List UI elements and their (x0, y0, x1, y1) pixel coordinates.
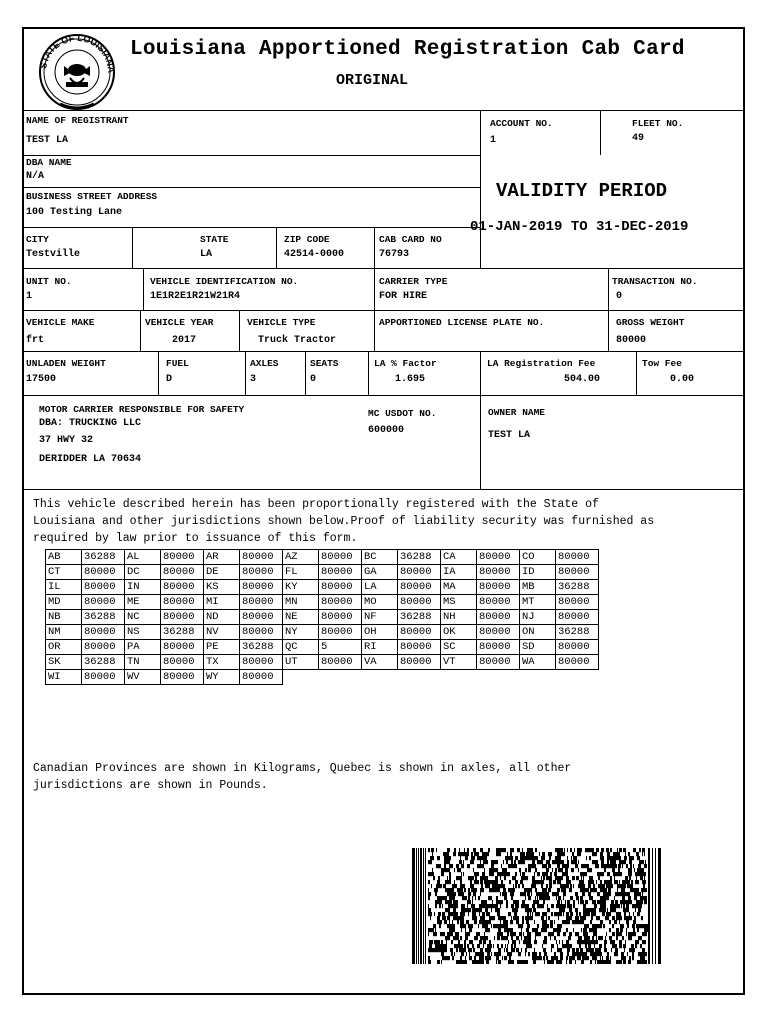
jurisdiction-code: ND (204, 610, 240, 625)
jurisdiction-weight: 80000 (319, 625, 362, 640)
la-factor-label: LA % Factor (374, 358, 437, 369)
jurisdiction-code: RI (362, 640, 398, 655)
jurisdiction-row (46, 610, 599, 625)
fleet-number-value: 49 (632, 133, 645, 144)
jurisdiction-weight: 80000 (319, 610, 362, 625)
owner-name-label: OWNER NAME (488, 407, 546, 418)
jurisdiction-code: FL (283, 565, 319, 580)
jurisdiction-weight: 80000 (240, 565, 283, 580)
jurisdiction-code: NC (125, 610, 161, 625)
jurisdiction-code: MI (204, 595, 240, 610)
jurisdiction-code: AB (46, 550, 82, 565)
pdf417-barcode (412, 848, 662, 964)
carrier-type-value: FOR HIRE (379, 291, 428, 302)
jurisdiction-weight: 80000 (477, 565, 520, 580)
validity-period-label: VALIDITY PERIOD (496, 180, 668, 202)
jurisdiction-code: CA (441, 550, 477, 565)
jurisdiction-row (46, 625, 599, 640)
jurisdiction-row (46, 670, 599, 685)
jurisdiction-weight: 80000 (161, 565, 204, 580)
card-copy-label: ORIGINAL (336, 72, 409, 89)
jurisdiction-weight: 80000 (556, 550, 599, 565)
street-address-value: 100 Testing Lane (26, 207, 123, 218)
carrier-type-label: CARRIER TYPE (379, 276, 448, 287)
jurisdiction-code: OH (362, 625, 398, 640)
account-number-value: 1 (490, 135, 497, 146)
axles-value: 3 (250, 374, 257, 385)
jurisdiction-weight: 36288 (240, 640, 283, 655)
jurisdiction-code: DC (125, 565, 161, 580)
jurisdiction-weight: 36288 (82, 655, 125, 670)
jurisdiction-code: WA (520, 655, 556, 670)
jurisdiction-code: NM (46, 625, 82, 640)
jurisdiction-weight: 5 (319, 640, 362, 655)
vehicle-type-label: VEHICLE TYPE (247, 317, 316, 328)
fleet-number-label: FLEET NO. (632, 118, 684, 129)
seats-label: SEATS (310, 358, 339, 369)
jurisdiction-weight: 80000 (477, 580, 520, 595)
jurisdiction-code: VT (441, 655, 477, 670)
jurisdiction-code: OR (46, 640, 82, 655)
jurisdiction-weight: 80000 (398, 580, 441, 595)
jurisdiction-weight: 80000 (240, 580, 283, 595)
account-number-label: ACCOUNT NO. (490, 118, 553, 129)
jurisdiction-code: TX (204, 655, 240, 670)
jurisdiction-weight: 80000 (161, 655, 204, 670)
jurisdiction-weight: 36288 (398, 610, 441, 625)
jurisdiction-code: GA (362, 565, 398, 580)
jurisdiction-code: AR (204, 550, 240, 565)
jurisdiction-row (46, 655, 599, 670)
jurisdiction-weight: 80000 (556, 610, 599, 625)
city-label: CITY (26, 234, 49, 245)
footer-note-line2: jurisdictions are shown in Pounds. (33, 779, 268, 792)
jurisdiction-code: PA (125, 640, 161, 655)
jurisdiction-weight: 80000 (82, 640, 125, 655)
jurisdiction-weight: 80000 (82, 565, 125, 580)
unladen-weight-label: UNLADEN WEIGHT (26, 358, 106, 369)
jurisdiction-code: NJ (520, 610, 556, 625)
jurisdiction-weight: 36288 (161, 625, 204, 640)
jurisdiction-row (46, 595, 599, 610)
jurisdiction-row (46, 640, 599, 655)
jurisdiction-code: MO (362, 595, 398, 610)
jurisdiction-weight: 80000 (161, 550, 204, 565)
state-seal-icon (30, 32, 124, 112)
jurisdiction-code: CT (46, 565, 82, 580)
jurisdiction-code: MD (46, 595, 82, 610)
state-value: LA (200, 249, 213, 260)
jurisdiction-code: IN (125, 580, 161, 595)
fuel-value: D (166, 374, 173, 385)
city-value: Testville (26, 249, 81, 260)
jurisdiction-weight: 80000 (161, 580, 204, 595)
jurisdiction-weight: 80000 (556, 655, 599, 670)
motor-carrier-line2: 37 HWY 32 (39, 435, 94, 446)
jurisdiction-code: ME (125, 595, 161, 610)
seats-value: 0 (310, 374, 317, 385)
jurisdiction-weight: 80000 (398, 625, 441, 640)
jurisdiction-code: KY (283, 580, 319, 595)
dba-name-label: DBA NAME (26, 157, 72, 168)
motor-carrier-label: MOTOR CARRIER RESPONSIBLE FOR SAFETY (39, 404, 245, 415)
jurisdiction-weight: 36288 (82, 610, 125, 625)
jurisdiction-code: AZ (283, 550, 319, 565)
transaction-number-value: 0 (616, 291, 623, 302)
jurisdiction-code: UT (283, 655, 319, 670)
jurisdiction-weight: 80000 (240, 655, 283, 670)
jurisdiction-weight-table (45, 549, 599, 685)
jurisdiction-code: MS (441, 595, 477, 610)
jurisdiction-row (46, 550, 599, 565)
jurisdiction-code: ON (520, 625, 556, 640)
jurisdiction-code: NB (46, 610, 82, 625)
jurisdiction-weight: 80000 (240, 610, 283, 625)
jurisdiction-weight: 80000 (477, 550, 520, 565)
usdot-value: 600000 (368, 425, 405, 436)
usdot-label: MC USDOT NO. (368, 408, 437, 419)
jurisdiction-weight: 80000 (161, 610, 204, 625)
jurisdiction-weight: 36288 (398, 550, 441, 565)
jurisdiction-weight: 80000 (240, 550, 283, 565)
jurisdiction-weight: 80000 (82, 625, 125, 640)
jurisdiction-code: NH (441, 610, 477, 625)
jurisdiction-weight: 80000 (556, 565, 599, 580)
registration-fee-value: 504.00 (564, 374, 601, 385)
transaction-number-label: TRANSACTION NO. (612, 276, 698, 287)
jurisdiction-weight: 80000 (477, 640, 520, 655)
statement-line1: This vehicle described herein has been proportionally registered with the State of (33, 498, 599, 511)
jurisdiction-weight: 80000 (161, 595, 204, 610)
jurisdiction-weight: 80000 (319, 580, 362, 595)
vehicle-make-value: frt (26, 335, 45, 346)
jurisdiction-weight: 36288 (556, 580, 599, 595)
jurisdiction-weight: 80000 (161, 670, 204, 685)
tow-fee-value: 0.00 (670, 374, 695, 385)
svg-text:STATE OF LOUISIANA: STATE OF LOUISIANA (38, 32, 117, 74)
jurisdiction-code: NV (204, 625, 240, 640)
axles-label: AXLES (250, 358, 279, 369)
jurisdiction-code: TN (125, 655, 161, 670)
motor-carrier-line1: DBA: TRUCKING LLC (39, 418, 142, 429)
unit-number-label: UNIT NO. (26, 276, 72, 287)
vin-label: VEHICLE IDENTIFICATION NO. (150, 276, 299, 287)
jurisdiction-weight: 80000 (398, 640, 441, 655)
jurisdiction-weight: 80000 (240, 670, 283, 685)
jurisdiction-code: CO (520, 550, 556, 565)
zip-code-label: ZIP CODE (284, 234, 330, 245)
vehicle-year-value: 2017 (172, 335, 197, 346)
jurisdiction-weight: 80000 (319, 595, 362, 610)
statement-line3: required by law prior to issuance of this form. (33, 532, 358, 545)
jurisdiction-weight: 80000 (477, 655, 520, 670)
jurisdiction-code: SD (520, 640, 556, 655)
la-factor-value: 1.695 (395, 374, 426, 385)
jurisdiction-weight: 80000 (556, 595, 599, 610)
jurisdiction-code: AL (125, 550, 161, 565)
street-address-label: BUSINESS STREET ADDRESS (26, 191, 158, 202)
jurisdiction-weight: 80000 (240, 595, 283, 610)
validity-period-range: 01-JAN-2019 TO 31-DEC-2019 (470, 219, 689, 235)
motor-carrier-line3: DERIDDER LA 70634 (39, 454, 142, 465)
zip-code-value: 42514-0000 (284, 249, 345, 260)
jurisdiction-code: MT (520, 595, 556, 610)
jurisdiction-weight: 80000 (556, 640, 599, 655)
jurisdiction-weight: 80000 (161, 640, 204, 655)
license-plate-label: APPORTIONED LICENSE PLATE NO. (379, 317, 545, 328)
jurisdiction-code: VA (362, 655, 398, 670)
jurisdiction-weight: 80000 (319, 550, 362, 565)
state-label: STATE (200, 234, 229, 245)
jurisdiction-code: WY (204, 670, 240, 685)
jurisdiction-code: SC (441, 640, 477, 655)
jurisdiction-weight: 80000 (477, 595, 520, 610)
registrant-name-value: TEST LA (26, 135, 69, 146)
footer-note-line1: Canadian Provinces are shown in Kilograms, Quebec is shown in axles, all other (33, 762, 572, 775)
cab-card-number-label: CAB CARD NO (379, 234, 442, 245)
jurisdiction-code: NF (362, 610, 398, 625)
jurisdiction-code: ID (520, 565, 556, 580)
gross-weight-value: 80000 (616, 335, 647, 346)
jurisdiction-code: KS (204, 580, 240, 595)
jurisdiction-weight: 36288 (556, 625, 599, 640)
jurisdiction-row (46, 565, 599, 580)
jurisdiction-code: MB (520, 580, 556, 595)
jurisdiction-code: LA (362, 580, 398, 595)
jurisdiction-weight: 80000 (477, 610, 520, 625)
jurisdiction-weight: 80000 (82, 670, 125, 685)
jurisdiction-weight: 80000 (240, 625, 283, 640)
jurisdiction-code: DE (204, 565, 240, 580)
jurisdiction-code: PE (204, 640, 240, 655)
jurisdiction-weight: 80000 (82, 580, 125, 595)
jurisdiction-code: WV (125, 670, 161, 685)
jurisdiction-row (46, 580, 599, 595)
dba-name-value: N/A (26, 171, 45, 182)
statement-line2: Louisiana and other jurisdictions shown below.Proof of liability security was furnished as (33, 515, 655, 528)
jurisdiction-weight: 80000 (477, 625, 520, 640)
jurisdiction-code: IA (441, 565, 477, 580)
jurisdiction-weight: 80000 (82, 595, 125, 610)
fuel-label: FUEL (166, 358, 189, 369)
jurisdiction-code: OK (441, 625, 477, 640)
jurisdiction-code: SK (46, 655, 82, 670)
vehicle-make-label: VEHICLE MAKE (26, 317, 95, 328)
jurisdiction-code: NY (283, 625, 319, 640)
jurisdiction-weight: 80000 (398, 565, 441, 580)
vehicle-year-label: VEHICLE YEAR (145, 317, 214, 328)
jurisdiction-code: IL (46, 580, 82, 595)
owner-name-value: TEST LA (488, 430, 531, 441)
jurisdiction-code: BC (362, 550, 398, 565)
jurisdiction-weight: 36288 (82, 550, 125, 565)
gross-weight-label: GROSS WEIGHT (616, 317, 685, 328)
tow-fee-label: Tow Fee (642, 358, 682, 369)
registration-fee-label: LA Registration Fee (487, 358, 596, 369)
jurisdiction-code: QC (283, 640, 319, 655)
jurisdiction-code: NE (283, 610, 319, 625)
vin-value: 1E1R2E1R21W21R4 (150, 291, 241, 302)
jurisdiction-weight: 80000 (398, 655, 441, 670)
jurisdiction-code: NS (125, 625, 161, 640)
registrant-name-label: NAME OF REGISTRANT (26, 115, 129, 126)
jurisdiction-weight: 80000 (319, 565, 362, 580)
cab-card-number-value: 76793 (379, 249, 410, 260)
unladen-weight-value: 17500 (26, 374, 57, 385)
unit-number-value: 1 (26, 291, 33, 302)
page-title: Louisiana Apportioned Registration Cab Card (130, 38, 685, 61)
jurisdiction-weight: 80000 (398, 595, 441, 610)
jurisdiction-code: MN (283, 595, 319, 610)
jurisdiction-code: MA (441, 580, 477, 595)
jurisdiction-weight: 80000 (319, 655, 362, 670)
jurisdiction-code: WI (46, 670, 82, 685)
vehicle-type-value: Truck Tractor (258, 335, 337, 346)
